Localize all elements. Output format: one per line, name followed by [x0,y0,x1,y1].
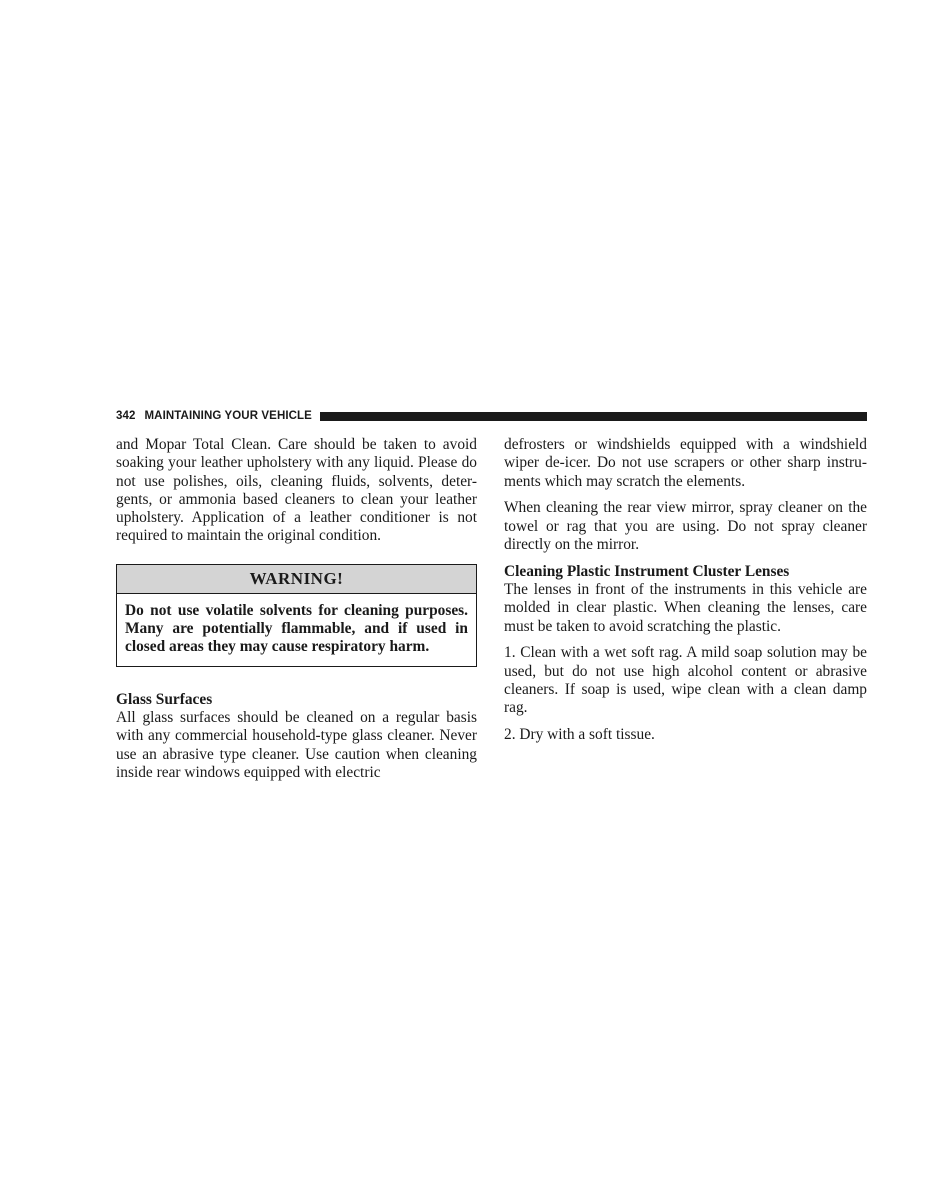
warning-box [116,564,477,667]
lens-step-2: 2. Dry with a soft tissue. [504,726,655,744]
page-header [116,409,867,423]
left-column [116,436,477,791]
mirror-paragraph: When cleaning the rear view mirror, spray cleaner on the towel or rag that you are using. Do not spray cleaner directly on the mirror. [504,499,867,553]
leather-care-paragraph: and Mopar Total Clean. Care should be taken to avoid soaking your leather upholstery with any liquid. Please do not use polishes, oils, cleaning fluids, solvents, deter-gents, or ammonia based cleaners to clean your leather upholstery. Application of a leather conditioner is not required to maintain the original condition. [116,436,477,545]
lens-step-1: 1. Clean with a wet soft rag. A mild soap solution may be used, but do not use high alcohol content or abrasive cleaners. If soap is used, wipe clean with a clean damp rag. [504,644,867,717]
defrosters-paragraph: defrosters or windshields equipped with a windshield wiper de-icer. Do not use scrapers or other sharp instru-ments which may scratch the elements. [504,436,867,490]
header-rule [320,412,867,421]
warning-title: WARNING! [117,565,476,594]
warning-text: Do not use volatile solvents for cleaning purposes. Many are potentially flammable, and if used in closed areas they may cause respiratory harm. [125,601,468,656]
page-number: 342 [116,410,136,422]
lens-cleaning-heading: Cleaning Plastic Instrument Cluster Lenses [504,562,790,580]
lens-cleaning-paragraph: The lenses in front of the instruments in this vehicle are molded in clear plastic. When cleaning the lenses, care must be taken to avoid scratching the plastic. [504,581,867,635]
glass-surfaces-heading: Glass Surfaces [116,690,213,708]
right-column [504,436,867,753]
glass-surfaces-paragraph: All glass surfaces should be cleaned on a regular basis with any commercial household-type glass cleaner. Never use an abrasive type cleaner. Use caution when cleaning inside rear windows equipped with electric [116,708,477,781]
section-title: MAINTAINING YOUR VEHICLE [144,410,312,422]
